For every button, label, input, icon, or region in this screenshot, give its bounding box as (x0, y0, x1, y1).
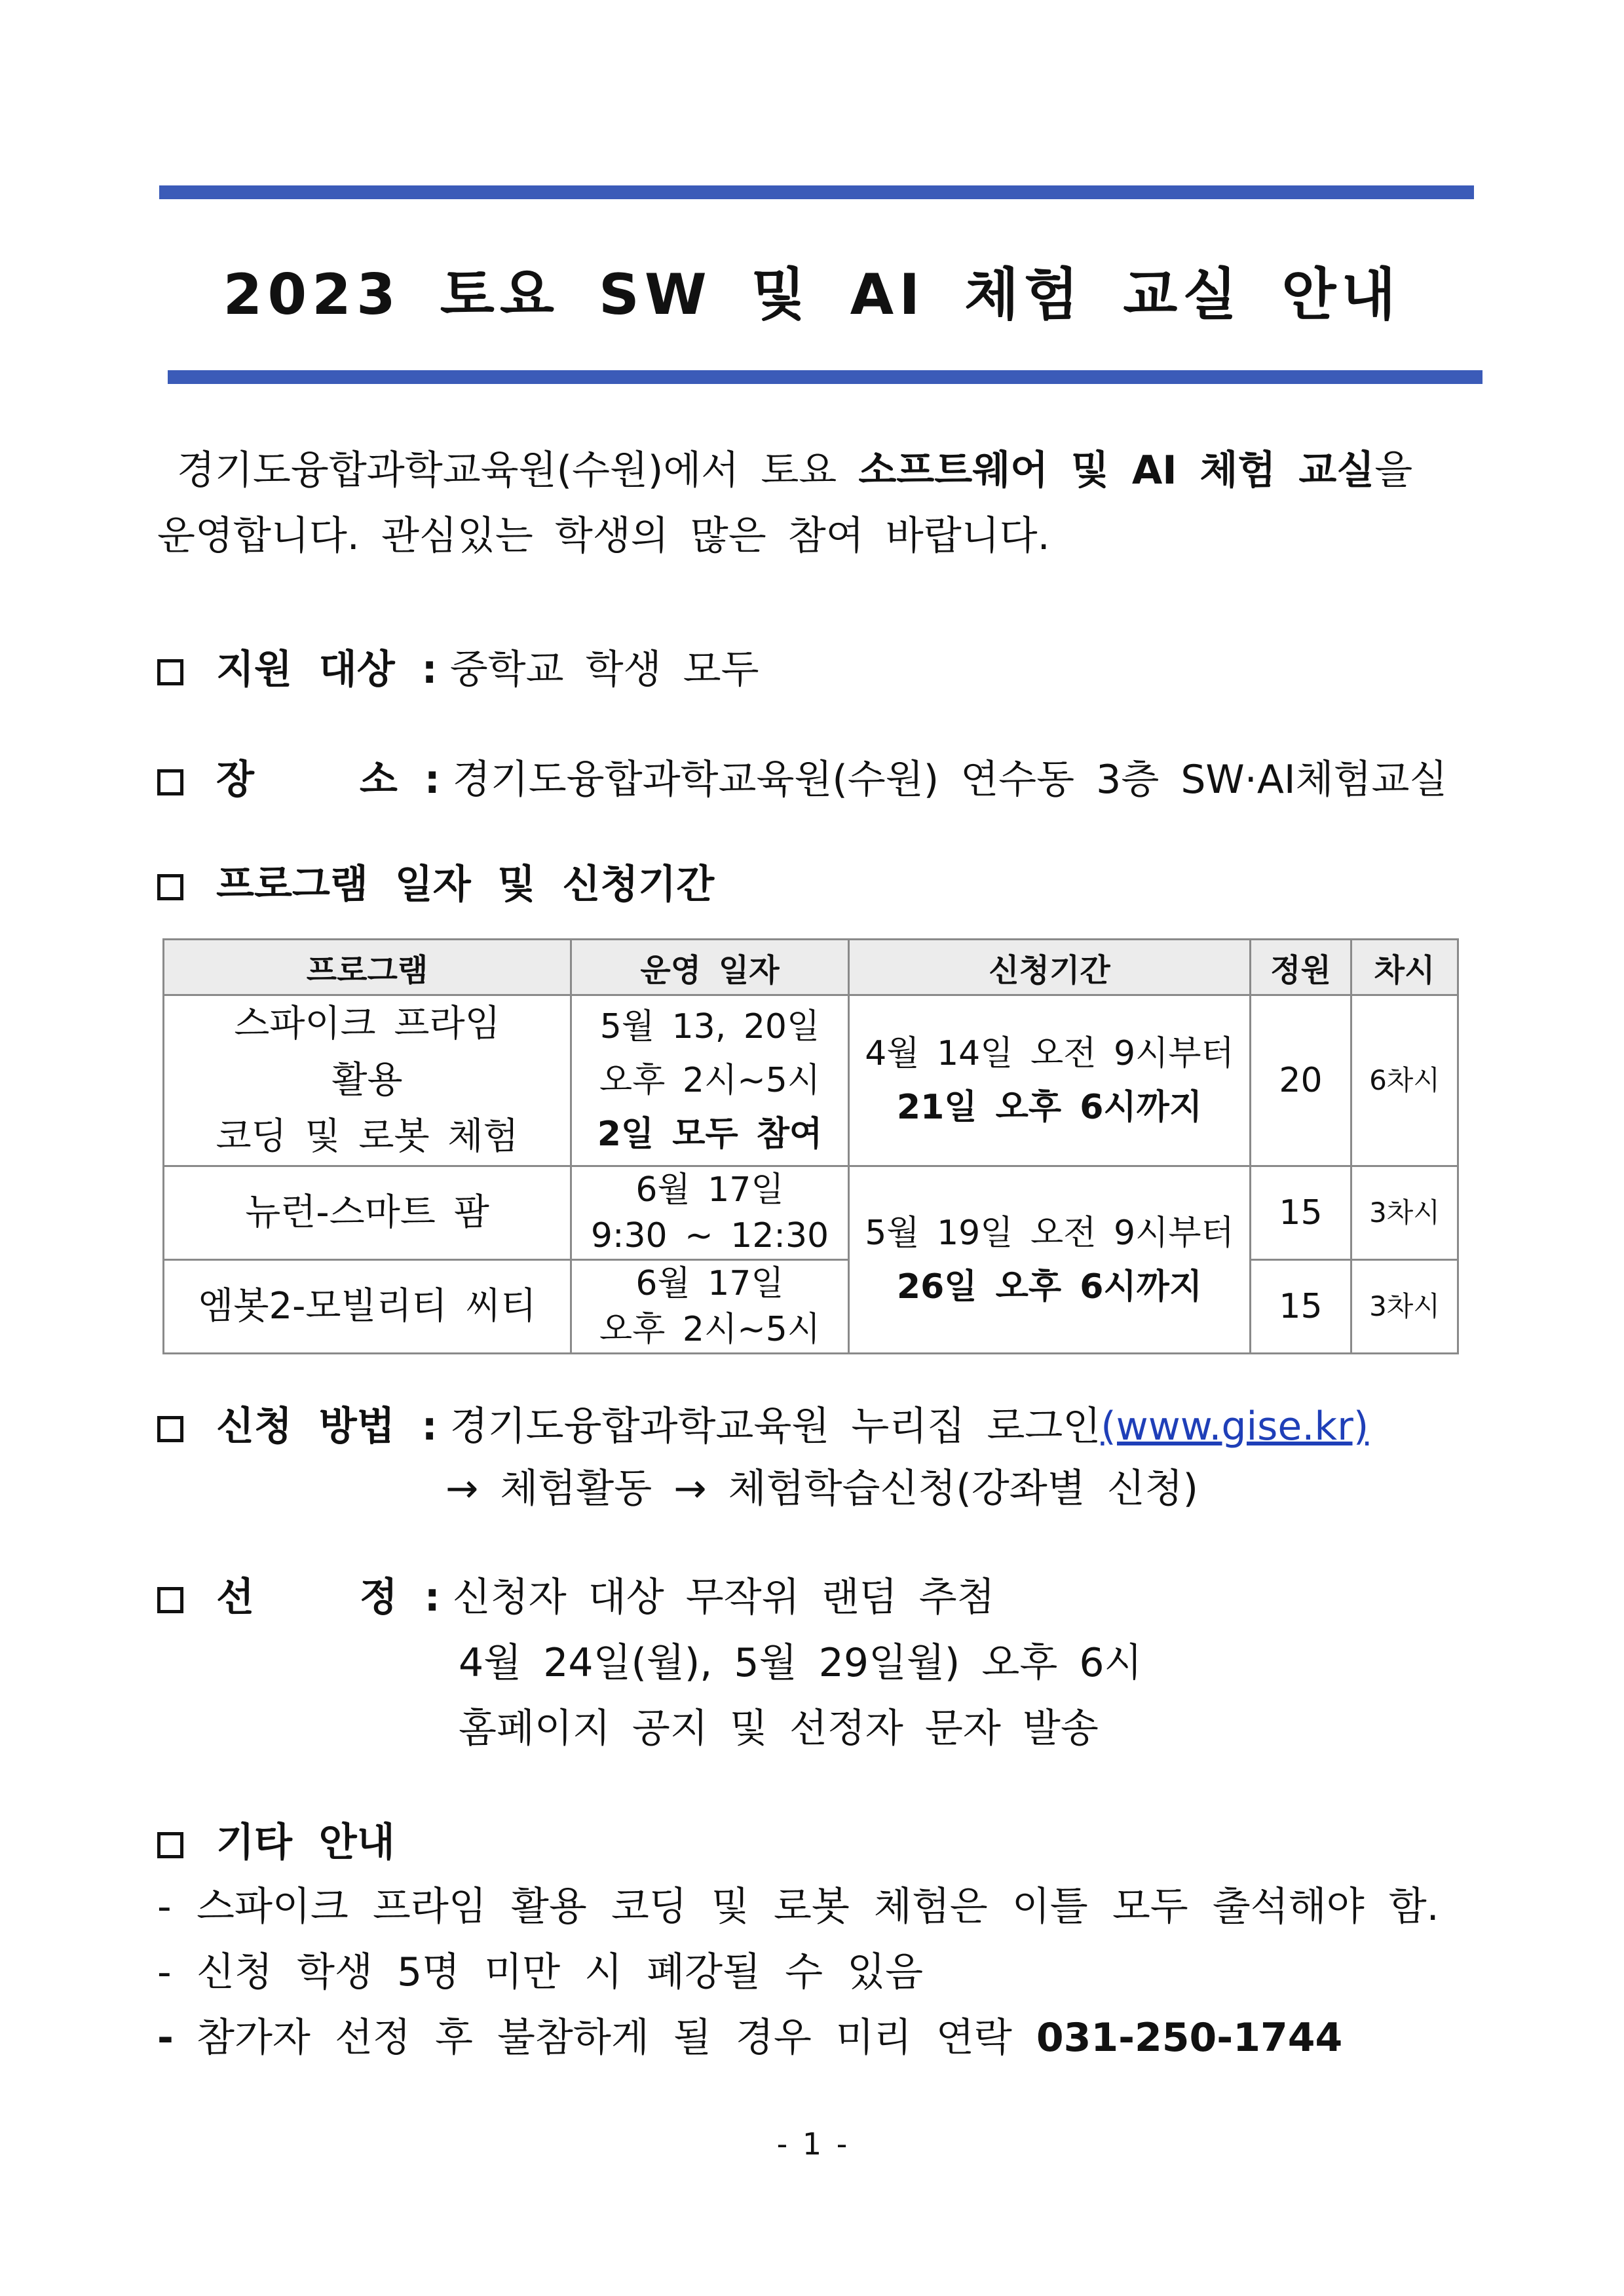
header-capacity: 정원 (1251, 940, 1351, 995)
intro-suffix: 을 (1374, 448, 1413, 493)
apply-line-2: → 체험활동 → 체험학습신청(강좌별 신청) (445, 1466, 1199, 1512)
apply-section (157, 1394, 1369, 1459)
selection-label: 선 정 : (216, 1575, 440, 1620)
program-cell: 엠봇2-모빌리티 씨티 (164, 1260, 571, 1354)
selection-value: 신청자 대상 무작위 랜덤 추첨 (452, 1575, 995, 1620)
header-period: 신청기간 (849, 940, 1251, 995)
checkbox-icon (157, 1416, 183, 1442)
selection-line-2: 4월 24일(월), 5월 29일월) 오후 6시 (459, 1640, 1142, 1686)
program-cell: 뉴런-스마트 팜 (164, 1166, 571, 1260)
dates-cell: 6월 17일 9:30 ~ 12:30 (571, 1166, 849, 1260)
apply-label: 신청 방법 : (216, 1404, 438, 1449)
intro-paragraph (157, 438, 1474, 569)
schedule-heading: 프로그램 일자 및 신청기간 (216, 862, 715, 908)
checkbox-icon (157, 659, 183, 685)
target-value: 중학교 학생 모두 (449, 647, 759, 693)
schedule-section (157, 852, 714, 917)
capacity-cell: 20 (1251, 995, 1351, 1166)
checkbox-icon (157, 1832, 183, 1858)
header-program: 프로그램 (164, 940, 571, 995)
header-dates: 운영 일자 (571, 940, 849, 995)
bottom-rule (168, 370, 1482, 384)
intro-bold: 소프트웨어 및 AI 체험 교실 (858, 448, 1375, 493)
location-label: 장 소 : (216, 757, 440, 803)
checkbox-icon (157, 769, 183, 795)
top-rule (159, 185, 1474, 199)
location-section (157, 747, 1447, 813)
misc-item: - 참가자 선정 후 불참하게 될 경우 미리 연락 031-250-1744 (157, 2015, 1343, 2061)
capacity-cell: 15 (1251, 1166, 1351, 1260)
phone-number: 031-250-1744 (1036, 2015, 1343, 2061)
page-number: - 1 - (776, 2126, 848, 2162)
capacity-cell: 15 (1251, 1260, 1351, 1354)
table-row (164, 995, 1458, 1166)
intro-prefix: 경기도융합과학교육원(수원)에서 토요 (177, 448, 859, 493)
apply-value: 경기도융합과학교육원 누리집 로그인 (449, 1404, 1101, 1449)
gise-link[interactable]: (www.gise.kr) (1101, 1404, 1369, 1449)
program-cell: 스파이크 프라임 활용 코딩 및 로봇 체험 (164, 995, 571, 1166)
header-sessions: 차시 (1351, 940, 1458, 995)
schedule-table (162, 938, 1459, 1354)
intro-line-2: 운영합니다. 관심있는 학생의 많은 참여 바랍니다. (157, 513, 1050, 559)
period-cell: 5월 19일 오전 9시부터 26일 오후 6시까지 (849, 1166, 1251, 1354)
table-header-row (164, 940, 1458, 995)
dates-cell: 5월 13, 20일 오후 2시~5시 2일 모두 참여 (571, 995, 849, 1166)
misc-heading: 기타 안내 (216, 1820, 395, 1866)
intro-line-1 (157, 438, 1474, 503)
checkbox-icon (157, 1587, 183, 1613)
misc-section (157, 1810, 395, 1875)
table-row (164, 1260, 1458, 1354)
misc-item: - 신청 학생 5명 미만 시 폐강될 수 있음 (157, 1949, 924, 1995)
sessions-cell: 3차시 (1351, 1260, 1458, 1354)
sessions-cell: 3차시 (1351, 1166, 1458, 1260)
selection-section (157, 1565, 995, 1630)
sessions-cell: 6차시 (1351, 995, 1458, 1166)
table-row (164, 1166, 1458, 1260)
target-label: 지원 대상 : (216, 647, 438, 693)
location-value: 경기도융합과학교육원(수원) 연수동 3층 SW·AI체험교실 (452, 757, 1448, 803)
checkbox-icon (157, 874, 183, 900)
misc-item: - 스파이크 프라임 활용 코딩 및 로봇 체험은 이틀 모두 출석해야 함. (157, 1884, 1439, 1930)
dates-cell: 6월 17일 오후 2시~5시 (571, 1260, 849, 1354)
target-section (157, 637, 759, 702)
selection-line-3: 홈페이지 공지 및 선정자 문자 발송 (459, 1706, 1099, 1751)
page-title: 2023 토요 SW 및 AI 체험 교실 안내 (223, 262, 1401, 328)
period-cell: 4월 14일 오전 9시부터 21일 오후 6시까지 (849, 995, 1251, 1166)
